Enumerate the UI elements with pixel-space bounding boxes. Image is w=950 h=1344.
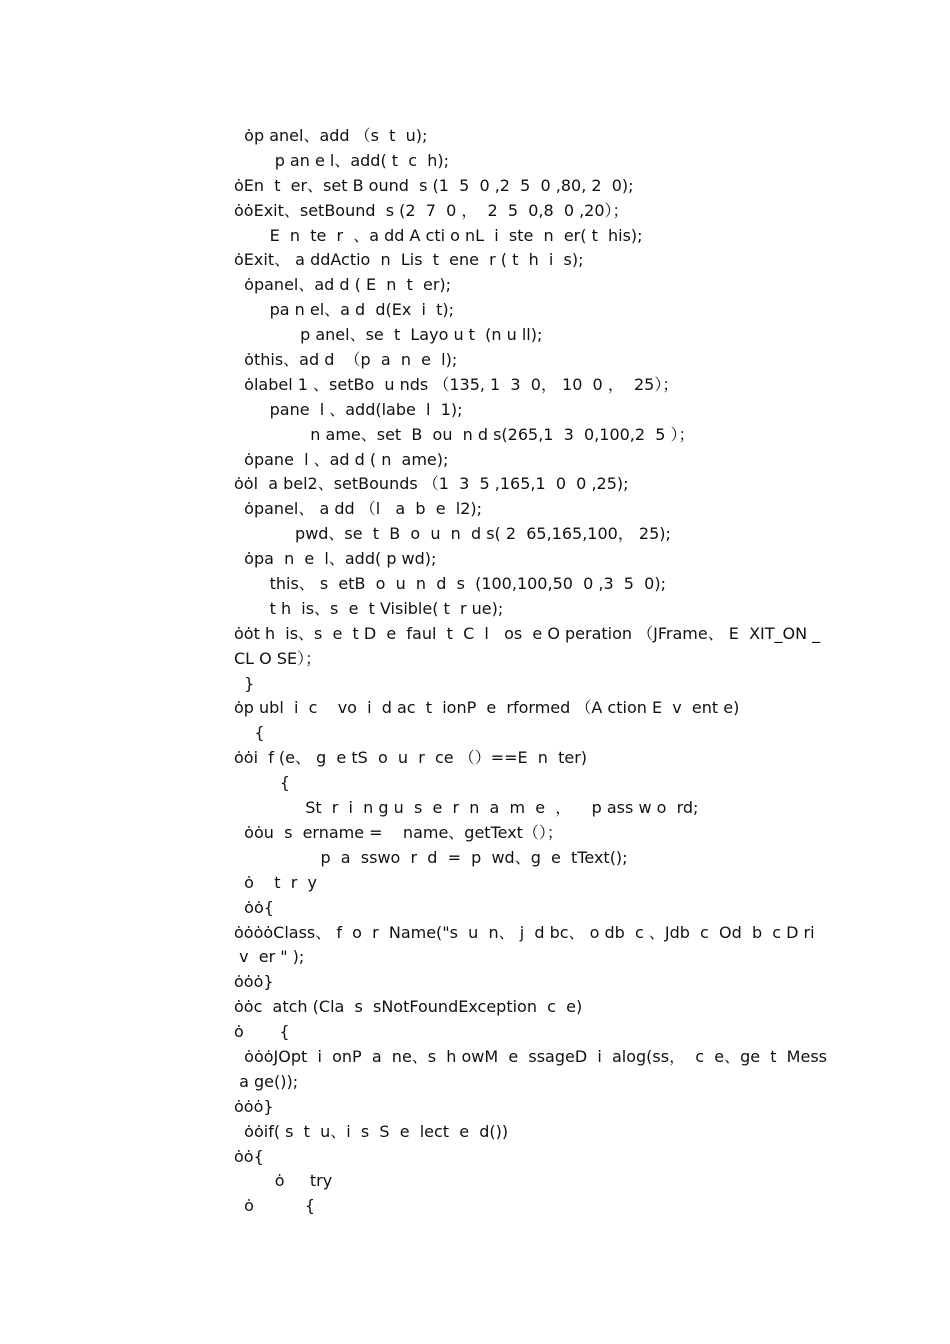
code-line: ȯEn t er、set B ound s (1 5 0 ,2 5 0 ,80, 2 0);: [234, 175, 634, 195]
code-line: ȯpa n e l、add( p wd);: [234, 549, 437, 569]
code-line: pwd、se t B o u n d s( 2 65,165,100， 25);: [234, 524, 671, 544]
code-line: p a sswo r d = p wd、g e tText();: [234, 847, 628, 867]
code-line: ȯȯ{: [234, 1146, 264, 1166]
code-line: ȯȯ{: [234, 897, 274, 917]
code-line: p anel、se t Layo u t (n u ll);: [234, 325, 543, 345]
code-line: St r i n g u s e r n a m e ， p ass w o rd;: [234, 798, 699, 818]
code-line: ȯȯExit、setBound s (2 7 0 ， 2 5 0,8 0 ,20）；: [234, 200, 629, 220]
code-line: E n te r 、a dd A cti o nL i ste n er( t his);: [234, 225, 643, 245]
code-line: ȯȯif( s t u、i s S e lect e d()): [234, 1121, 509, 1141]
code-line: CL O SE）；: [234, 648, 322, 668]
code-line: ȯ {: [234, 1022, 290, 1042]
code-line: ȯȯȯ}: [234, 972, 274, 992]
code-line: ȯȯȯ}: [234, 1096, 274, 1116]
code-line: ȯȯl a bel2、setBounds （1 3 5 ,165,1 0 0 ,25);: [234, 474, 629, 494]
code-line: pa n el、a d d(Ex i t);: [234, 300, 455, 320]
code-line: ȯthis、ad d （p a n e l);: [234, 350, 458, 370]
code-line: this、 s etB o u n d s (100,100,50 0 ,3 5 0);: [234, 574, 666, 594]
code-line: a ge());: [234, 1071, 299, 1091]
code-line: ȯ try: [234, 1171, 333, 1191]
code-line: ȯp ubl i c vo i d ac t ionP e rformed （A ction E v ent e): [234, 698, 740, 718]
code-line: ȯȯȯJOpt i onP a ne、s h owM e ssageD i alog(ss， c e、ge t Mess: [234, 1046, 828, 1066]
code-line: v er " );: [234, 947, 305, 967]
code-line: ȯ t r y: [234, 872, 317, 892]
code-listing: [234, 124, 828, 1219]
code-line: pane l 、add(labe l 1);: [234, 399, 463, 419]
code-line: ȯlabel 1 、setBo u nds （135, 1 3 0， 10 0 ， 25）；: [234, 374, 679, 394]
code-line: ȯ {: [234, 1196, 315, 1216]
code-line: ȯp anel、add （s t u);: [234, 126, 428, 145]
code-line: ȯȯc atch (Cla s sNotFoundException c e): [234, 997, 583, 1017]
code-line: ȯȯi f (e、 g e tS o u r ce （）==E n ter): [234, 748, 588, 768]
code-line: t h is、s e t Visible( t r ue);: [234, 598, 504, 618]
code-line: }: [234, 673, 255, 693]
code-line: p an e l、add( t c h);: [234, 150, 449, 170]
code-line: ȯpanel、ad d ( E n t er);: [234, 275, 452, 295]
code-line: n ame、set B ou n d s(265,1 3 0,100,2 5 ）；: [234, 424, 695, 444]
code-line: {: [234, 723, 265, 743]
code-line: {: [234, 773, 290, 793]
code-line: ȯpanel、 a dd （l a b e l2);: [234, 499, 483, 519]
code-line: ȯExit、 a ddActio n Lis t ene r ( t h i s);: [234, 250, 584, 270]
code-line: ȯȯȯȯClass、 f o r Name("s u n、 j d bc、 o db c 、Jdb c Od b c D ri: [234, 922, 815, 942]
code-line: ȯpane l 、ad d ( n ame);: [234, 449, 449, 469]
code-line: ȯȯu s ername = name、getText（）；: [234, 822, 563, 842]
code-line: ȯȯt h is、s e t D e faul t C l os e O peration （JFrame、 E XIT_ON _: [234, 623, 821, 643]
